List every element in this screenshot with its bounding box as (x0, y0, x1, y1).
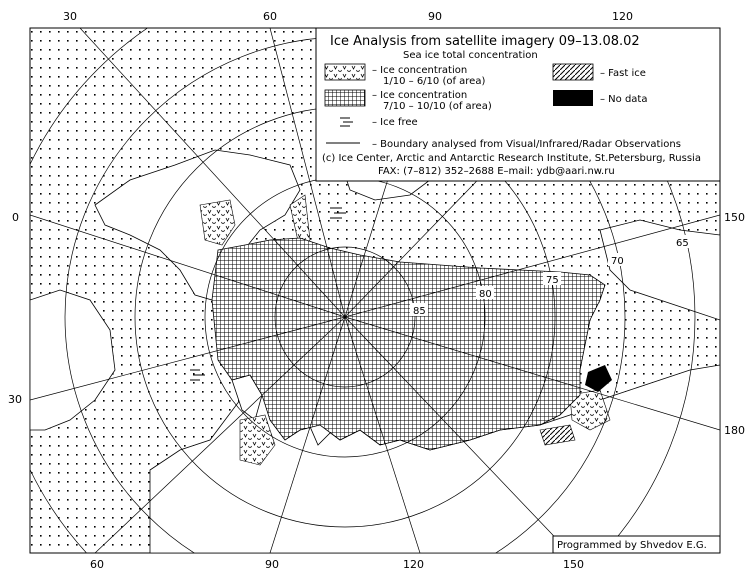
lon-bottom-60: 60 (90, 558, 104, 571)
legend-fast-label: – Fast ice (600, 68, 646, 79)
lon-top-30: 30 (63, 10, 77, 23)
legend-subtitle: Sea ice total concentration (403, 50, 538, 61)
legend-low-line2: 1/10 – 6/10 (of area) (383, 76, 486, 87)
lon-left-30: 30 (8, 393, 22, 406)
lon-bottom-120: 120 (403, 558, 424, 571)
legend-low-line1: – Ice concentration (372, 65, 468, 76)
lon-left-0: 0 (12, 211, 19, 224)
lon-top-120: 120 (612, 10, 633, 23)
legend-credit: (c) Ice Center, Arctic and Antarctic Research Institute, St.Petersburg, Russia (322, 153, 701, 164)
lat-label-70: 70 (611, 256, 624, 267)
legend-swatch-low (325, 64, 365, 80)
lat-label-80: 80 (479, 289, 492, 300)
lon-right-180: 180 (724, 424, 745, 437)
programmer-credit (553, 536, 720, 553)
lat-label-75: 75 (546, 275, 559, 286)
legend-title: Ice Analysis from satellite imagery 09–13.08.02 (330, 34, 640, 49)
legend-icefree-label: – Ice free (372, 117, 418, 128)
legend-swatch-high (325, 90, 365, 106)
legend-swatch-nodata (553, 90, 593, 106)
lon-bottom-150: 150 (563, 558, 584, 571)
lon-top-60: 60 (263, 10, 277, 23)
programmer-credit-text: Programmed by Shvedov E.G. (557, 540, 707, 551)
lon-bottom-90: 90 (265, 558, 279, 571)
legend-boundary-label: – Boundary analysed from Visual/Infrared/Radar Observations (372, 139, 681, 150)
legend (316, 28, 720, 181)
lat-label-65: 65 (676, 238, 689, 249)
lon-top-90: 90 (428, 10, 442, 23)
legend-high-line2: 7/10 – 10/10 (of area) (383, 101, 492, 112)
lon-right-150: 150 (724, 211, 745, 224)
legend-nodata-label: – No data (600, 94, 648, 105)
legend-contact: FAX: (7–812) 352–2688 E–mail: ydb@aari.nw.ru (378, 166, 615, 177)
legend-swatch-fast (553, 64, 593, 80)
lat-label-85: 85 (413, 306, 426, 317)
legend-high-line1: – Ice concentration (372, 90, 468, 101)
